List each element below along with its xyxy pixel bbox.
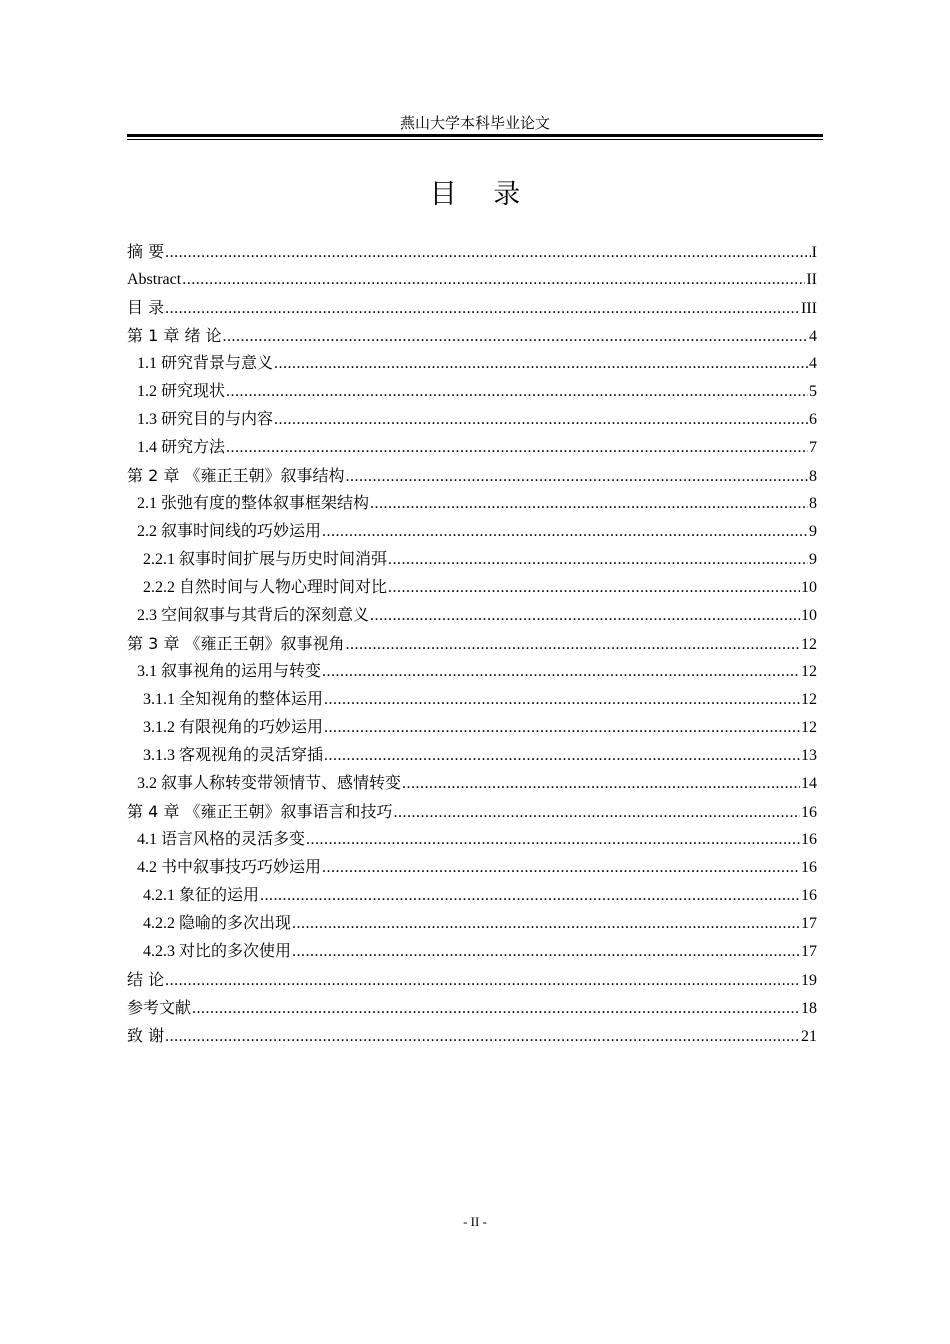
toc-entry-label: 2.1 张弛有度的整体叙事框架结构 (137, 495, 370, 512)
toc-leader-dots (370, 490, 808, 518)
toc-entry-label: 致 谢 (127, 1026, 165, 1045)
toc-entry-page: 16 (801, 804, 817, 821)
toc-entry[interactable] (127, 602, 817, 630)
toc-entry[interactable] (127, 294, 817, 322)
toc-entry[interactable] (127, 518, 817, 546)
toc-leader-dots (226, 378, 808, 406)
toc-entry-page: 6 (809, 411, 817, 428)
toc-leader-dots (322, 658, 800, 686)
toc-entry[interactable] (127, 938, 817, 966)
toc-leader-dots (182, 266, 805, 294)
toc-leader-dots (165, 967, 800, 995)
toc-entry[interactable] (127, 238, 817, 266)
toc-entry[interactable] (127, 826, 817, 854)
toc-entry-page: I (811, 244, 817, 261)
toc-entry-page: 17 (801, 915, 817, 932)
toc-entry-page: 12 (801, 691, 817, 708)
toc-leader-dots (324, 714, 800, 742)
toc-entry-label: 第 4 章 《雍正王朝》叙事语言和技巧 (127, 802, 393, 821)
toc-leader-dots (274, 350, 808, 378)
toc-entry-label: 2.2.2 自然时间与人物心理时间对比 (143, 579, 388, 596)
toc-entry-label: 目 录 (127, 298, 165, 317)
toc-entry-page: 10 (801, 579, 817, 596)
toc-entry-label: 1.2 研究现状 (137, 383, 226, 400)
toc-leader-dots (324, 686, 800, 714)
toc-entry-label: 1.4 研究方法 (137, 439, 226, 456)
toc-entry-label: 4.2 书中叙事技巧巧妙运用 (137, 859, 322, 876)
toc-entry[interactable] (127, 378, 817, 406)
toc-entry-label: 3.2 叙事人称转变带领情节、感情转变 (137, 775, 402, 792)
toc-entry-label: Abstract (127, 271, 182, 288)
toc-entry-page: III (801, 300, 817, 317)
toc-entry-page: 10 (801, 607, 817, 624)
toc-entry[interactable] (127, 322, 817, 350)
toc-leader-dots (393, 799, 800, 827)
toc-entry-page: 4 (809, 355, 817, 372)
toc-entry-label: 4.2.1 象征的运用 (143, 887, 260, 904)
toc-leader-dots (165, 295, 800, 323)
toc-entry-label: 1.1 研究背景与意义 (137, 355, 274, 372)
toc-entry-label: 3.1 叙事视角的运用与转变 (137, 663, 322, 680)
toc-leader-dots (260, 882, 800, 910)
toc-entry[interactable] (127, 966, 817, 994)
toc-entry-label: 3.1.2 有限视角的巧妙运用 (143, 719, 324, 736)
toc-entry[interactable] (127, 1022, 817, 1050)
toc-leader-dots (322, 854, 800, 882)
toc-title: 目 录 (429, 179, 535, 210)
toc-leader-dots (192, 995, 800, 1023)
toc-entry-page: 5 (809, 383, 817, 400)
toc-entry-page: 8 (809, 495, 817, 512)
toc-entry-page: 12 (801, 719, 817, 736)
toc-entry-page: II (806, 271, 817, 288)
toc-leader-dots (324, 742, 800, 770)
toc-entry-label: 第 2 章 《雍正王朝》叙事结构 (127, 466, 345, 485)
toc-entry-page: 19 (801, 972, 817, 989)
toc-leader-dots (165, 1023, 800, 1051)
toc-leader-dots (388, 574, 800, 602)
toc-entry-label: 2.2.1 叙事时间扩展与历史时间消弭 (143, 551, 388, 568)
toc-entry-page: 16 (801, 887, 817, 904)
toc-entry-label: 2.3 空间叙事与其背后的深刻意义 (137, 607, 370, 624)
table-of-contents (127, 238, 817, 1050)
toc-entry-page: 21 (801, 1028, 817, 1045)
toc-leader-dots (402, 770, 800, 798)
toc-leader-dots (165, 239, 811, 267)
running-header: 燕山大学本科毕业论文 (399, 116, 550, 132)
toc-entry[interactable] (127, 350, 817, 378)
toc-entry[interactable] (127, 686, 817, 714)
toc-leader-dots (292, 938, 800, 966)
toc-entry[interactable] (127, 798, 817, 826)
toc-entry-page: 18 (801, 1000, 817, 1017)
toc-leader-dots (292, 910, 800, 938)
toc-leader-dots (370, 602, 800, 630)
header-rule-thick (127, 134, 823, 137)
toc-entry[interactable] (127, 882, 817, 910)
toc-entry[interactable] (127, 574, 817, 602)
toc-leader-dots (388, 546, 808, 574)
toc-entry[interactable] (127, 266, 817, 294)
toc-entry[interactable] (127, 854, 817, 882)
toc-entry[interactable] (127, 630, 817, 658)
toc-leader-dots (345, 631, 800, 659)
toc-entry[interactable] (127, 434, 817, 462)
toc-entry[interactable] (127, 994, 817, 1022)
toc-entry[interactable] (127, 406, 817, 434)
toc-entry-page: 4 (809, 328, 817, 345)
toc-entry-page: 8 (809, 468, 817, 485)
toc-entry[interactable] (127, 910, 817, 938)
toc-leader-dots (322, 518, 808, 546)
toc-entry[interactable] (127, 462, 817, 490)
toc-entry-page: 12 (801, 663, 817, 680)
toc-entry[interactable] (127, 742, 817, 770)
toc-entry-page: 7 (809, 439, 817, 456)
toc-entry-page: 12 (801, 636, 817, 653)
toc-leader-dots (306, 826, 800, 854)
toc-entry[interactable] (127, 770, 817, 798)
toc-entry-label: 2.2 叙事时间线的巧妙运用 (137, 523, 322, 540)
toc-leader-dots (226, 434, 808, 462)
toc-entry-page: 16 (801, 831, 817, 848)
toc-entry-label: 参考文献 (127, 998, 192, 1017)
toc-entry-page: 9 (809, 523, 817, 540)
toc-leader-dots (223, 323, 808, 351)
toc-entry-label: 第 3 章 《雍正王朝》叙事视角 (127, 634, 345, 653)
toc-entry[interactable] (127, 490, 817, 518)
toc-entry-page: 13 (801, 747, 817, 764)
toc-leader-dots (274, 406, 808, 434)
toc-entry-label: 4.2.3 对比的多次使用 (143, 943, 292, 960)
header-rule-thin (127, 139, 823, 140)
toc-entry-label: 3.1.1 全知视角的整体运用 (143, 691, 324, 708)
toc-entry-label: 1.3 研究目的与内容 (137, 411, 274, 428)
toc-entry[interactable] (127, 658, 817, 686)
toc-entry-label: 4.2.2 隐喻的多次出现 (143, 915, 292, 932)
toc-entry-label: 摘 要 (127, 242, 165, 261)
toc-entry-page: 9 (809, 551, 817, 568)
toc-entry-label: 3.1.3 客观视角的灵活穿插 (143, 747, 324, 764)
toc-entry-label: 结 论 (127, 970, 165, 989)
toc-leader-dots (345, 463, 808, 491)
toc-entry-page: 17 (801, 943, 817, 960)
page-number: - II - (463, 1214, 487, 1229)
toc-entry[interactable] (127, 546, 817, 574)
toc-entry[interactable] (127, 714, 817, 742)
toc-entry-page: 16 (801, 859, 817, 876)
toc-entry-label: 4.1 语言风格的灵活多变 (137, 831, 306, 848)
toc-entry-page: 14 (801, 775, 817, 792)
toc-entry-label: 第 1 章 绪 论 (127, 326, 222, 345)
